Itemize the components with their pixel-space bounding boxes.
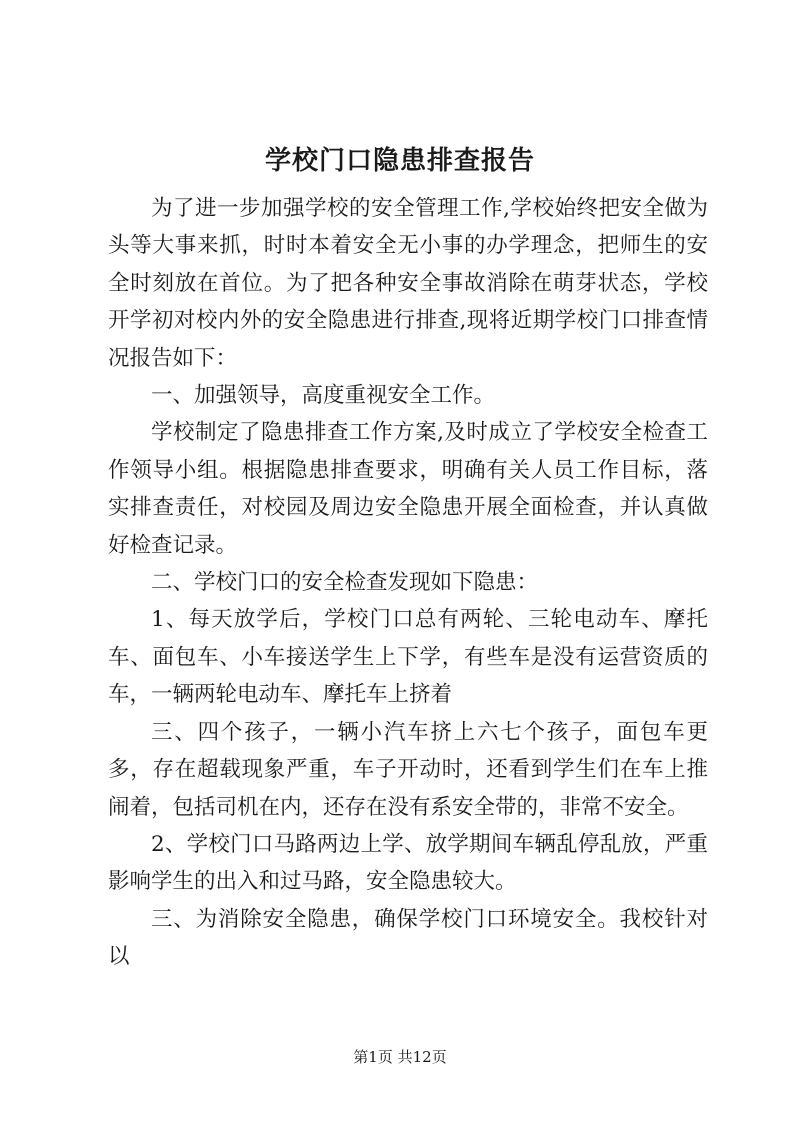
paragraph-intro: 为了进一步加强学校的安全管理工作,学校始终把安全做为头等大事来抓，时时本着安全无小事的办学理念，把师生的安全时刻放在首位。为了把各种安全事故消除在萌芽状态，学校开学初对校内外的安全隐患进行排查,现将近期学校门口排查情况报告如下： — [108, 196, 708, 371]
paragraph-item-1: 1、每天放学后，学校门口总有两轮、三轮电动车、摩托车、面包车、小车接送学生上下学，有些车是没有运营资质的车，一辆两轮电动车、摩托车上挤着 — [108, 607, 708, 708]
paragraph-section-1-body: 学校制定了隐患排查工作方案,及时成立了学校安全检查工作领导小组。根据隐患排查要求，明确有关人员工作目标，落实排查责任，对校园及周边安全隐患开展全面检查，并认真做好检查记录。 — [108, 420, 708, 558]
document-title: 学校门口隐患排查报告 — [264, 146, 535, 176]
paragraph-item-2: 2、学校门口马路两边上学、放学期间车辆乱停乱放，严重影响学生的出入和过马路，安全隐患较大。 — [108, 831, 708, 895]
document-body — [108, 190, 708, 976]
page-number-footer: 第1页 共12页 — [353, 1048, 447, 1066]
paragraph-item-1-continued: 三、四个孩子，一辆小汽车挤上六七个孩子，面包车更多，存在超载现象严重，车子开动时，还看到学生们在车上推闹着，包括司机在内，还存在没有系安全带的，非常不安全。 — [108, 719, 708, 820]
paragraph-section-1-heading: 一、加强领导，高度重视安全工作。 — [151, 383, 496, 409]
paragraph-section-3-heading: 三、为消除安全隐患，确保学校门口环境安全。我校针对以 — [108, 906, 708, 970]
paragraph-section-2-heading: 二、学校门口的安全检查发现如下隐患： — [151, 570, 539, 596]
